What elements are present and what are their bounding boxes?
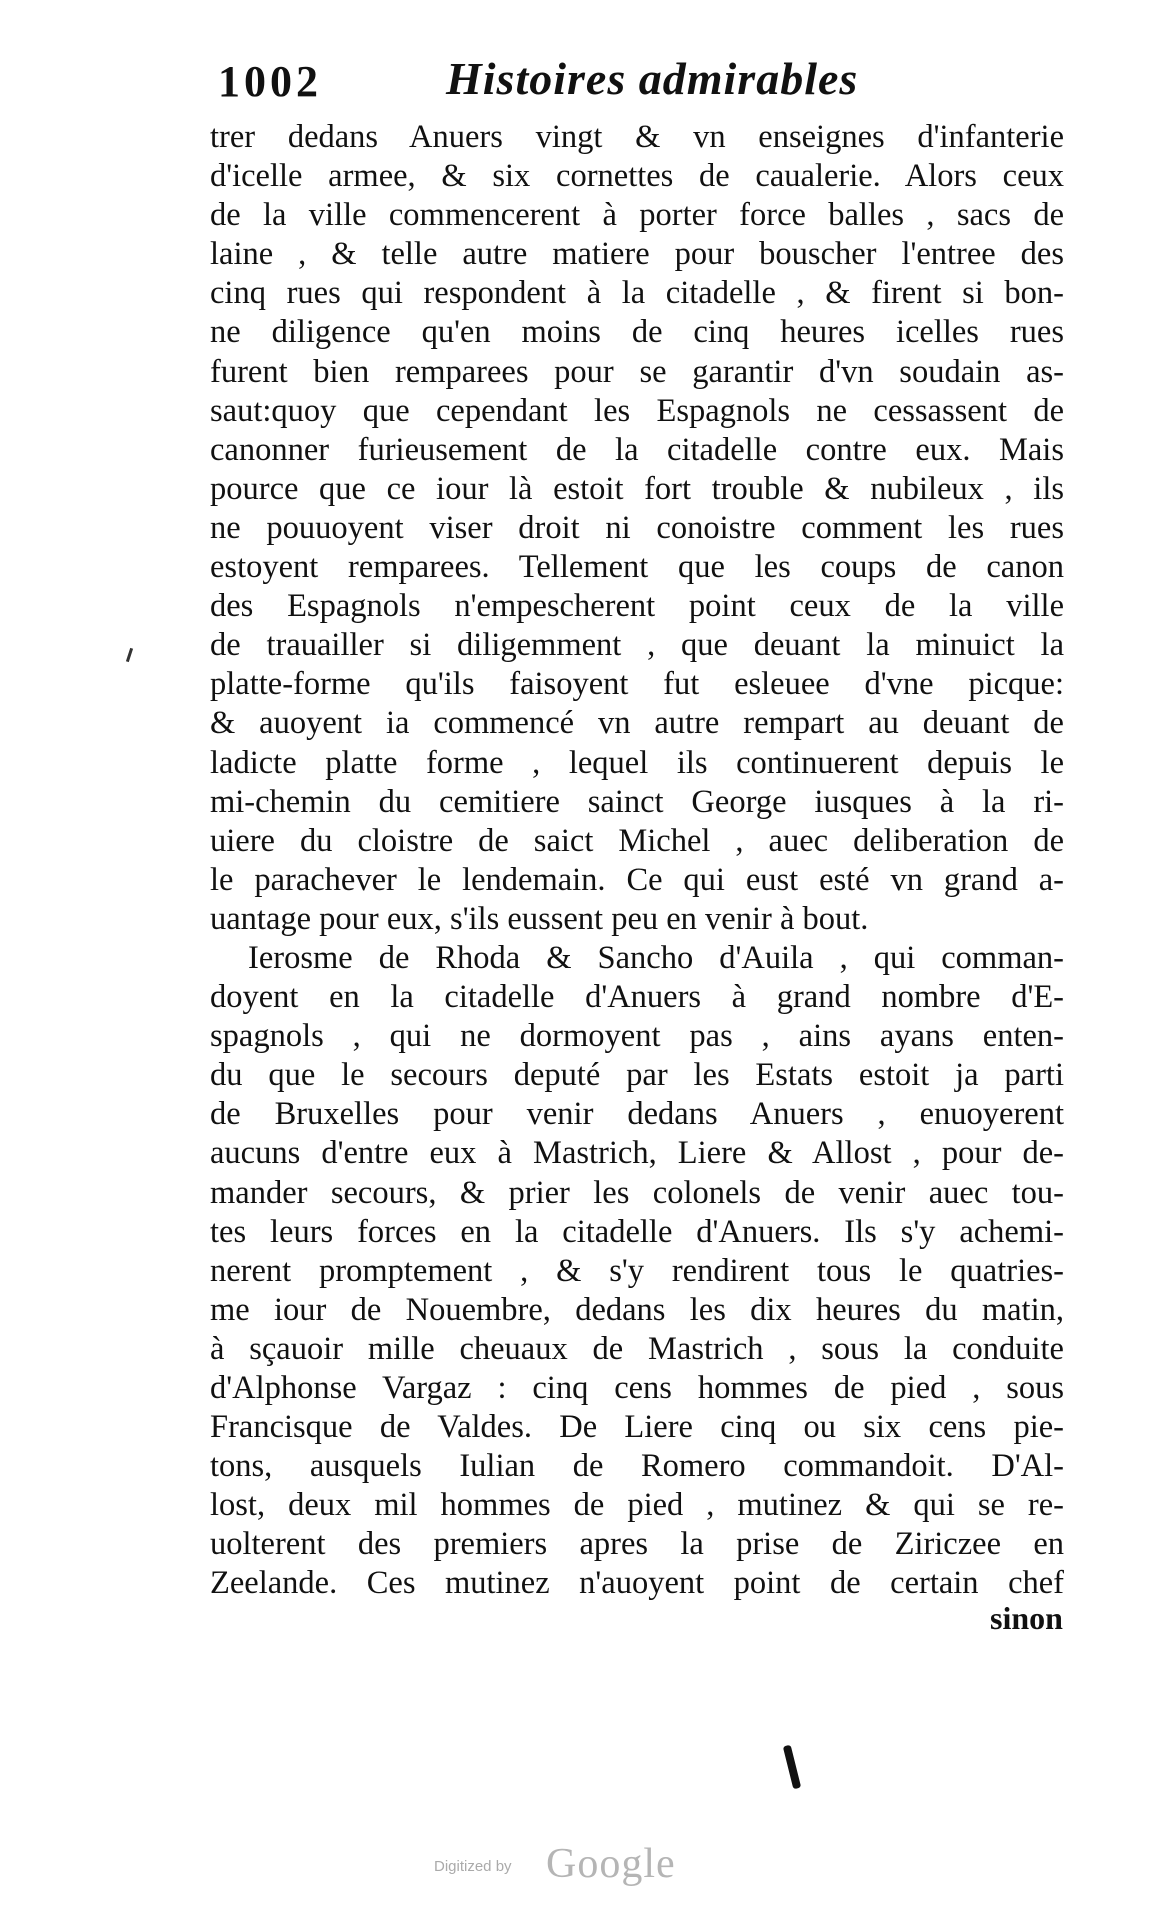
text-line: le parachever le lendemain. Ce qui eust esté vn grand a- (210, 861, 1064, 898)
text-line: me iour de Nouembre, dedans les dix heures du matin, (210, 1291, 1064, 1328)
text-line: d'Alphonse Vargaz : cinq cens hommes de pied , sous (210, 1370, 1064, 1406)
text-line: à sçauoir mille cheuaux de Mastrich , sous la conduite (210, 1330, 1064, 1367)
text-line: tes leurs forces en la citadelle d'Anuers. Ils s'y achemi- (210, 1213, 1064, 1250)
text-line: estoyent remparees. Tellement que les coups de canon (210, 549, 1064, 586)
text-line: & auoyent ia commencé vn autre rempart au deuant de (210, 705, 1064, 742)
text-line: ladicte platte forme , lequel ils continuerent depuis le (210, 744, 1064, 781)
text-line: spagnols , qui ne dormoyent pas , ains ayans enten- (210, 1018, 1064, 1055)
paragraph-1 (210, 118, 1064, 939)
text-line: doyent en la citadelle d'Anuers à grand nombre d'E- (210, 979, 1064, 1016)
text-line: de Bruxelles pour venir dedans Anuers , enuoyerent (210, 1096, 1064, 1133)
text-line: de la ville commencerent à porter force balles , sacs de (210, 197, 1064, 234)
text-line: Francisque de Valdes. De Liere cinq ou six cens pie- (210, 1409, 1064, 1446)
text-line: tons, ausquels Iulian de Romero commandoit. D'Al- (210, 1448, 1064, 1485)
ink-mark (783, 1745, 801, 1790)
text-line: lost, deux mil hommes de pied , mutinez & qui se re- (210, 1487, 1064, 1524)
text-line: nerent promptement , & s'y rendirent tous le quatries- (210, 1252, 1064, 1289)
text-line: uantage pour eux, s'ils eussent peu en venir à bout. (210, 900, 869, 937)
text-line: Ierosme de Rhoda & Sancho d'Auila , qui comman- (248, 939, 1064, 976)
text-line: aucuns d'entre eux à Mastrich, Liere & Allost , pour de- (210, 1135, 1064, 1172)
text-line: pource que ce iour là estoit fort trouble & nubileux , ils (210, 470, 1064, 507)
digitized-by-google-watermark (434, 1840, 734, 1890)
text-line: platte-forme qu'ils faisoyent fut esleuee d'vne picque: (210, 666, 1064, 703)
page-header (218, 48, 1060, 112)
digitized-by-label: Digitized by (434, 1858, 512, 1875)
text-line: laine , & telle autre matiere pour bouscher l'entree des (210, 236, 1064, 273)
google-logo: Google (546, 1841, 676, 1887)
text-line: cinq rues qui respondent à la citadelle , & firent si bon- (210, 275, 1064, 312)
text-line: canonner furieusement de la citadelle contre eux. Mais (210, 431, 1064, 468)
text-line: uolterent des premiers apres la prise de Ziriczee en (210, 1526, 1064, 1563)
text-line: de trauailler si diligemment , que deuant la minuict la (210, 627, 1064, 664)
text-line: saut:quoy que cependant les Espagnols ne cessassent de (210, 392, 1064, 429)
text-line: d'icelle armee, & six cornettes de caualerie. Alors ceux (210, 158, 1064, 195)
ink-mark (126, 648, 133, 662)
text-line: ne pouuoyent viser droit ni conoistre comment les rues (210, 509, 1064, 546)
page-number: 1002 (218, 57, 322, 106)
catchword: sinon (990, 1600, 1063, 1636)
text-line: uiere du cloistre de saict Michel , auec deliberation de (210, 822, 1064, 859)
text-line: du que le secours deputé par les Estats estoit ja parti (210, 1057, 1064, 1094)
text-line: ne diligence qu'en moins de cinq heures icelles rues (210, 314, 1064, 351)
running-title: Histoires admirables (446, 53, 859, 104)
text-line: Zeelande. Ces mutinez n'auoyent point de certain chef (210, 1565, 1064, 1602)
body-text (210, 118, 1064, 1604)
paragraph-2 (210, 939, 1064, 1604)
text-line: trer dedans Anuers vingt & vn enseignes d'infanterie (210, 119, 1064, 155)
text-line: des Espagnols n'empescherent point ceux de la ville (210, 588, 1064, 625)
text-line: mander secours, & prier les colonels de venir auec tou- (210, 1174, 1064, 1211)
text-line: mi-chemin du cemitiere sainct George iusques à la ri- (210, 783, 1064, 820)
text-line: furent bien remparees pour se garantir d'vn soudain as- (210, 353, 1064, 390)
